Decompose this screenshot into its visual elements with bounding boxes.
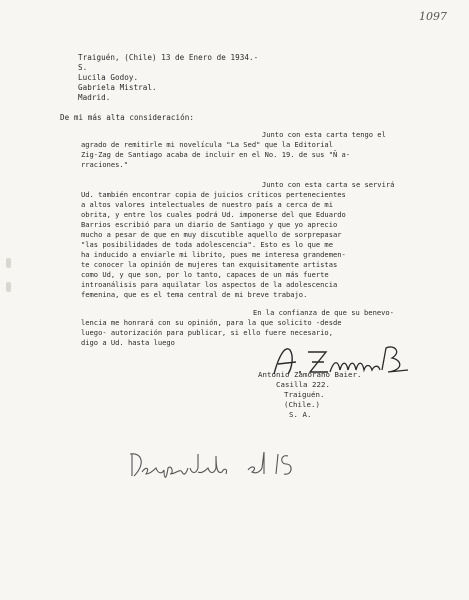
signature-line: S. A. <box>289 410 312 419</box>
paragraph-line: "las posibilidades de toda adolescencia". Esto es lo que me <box>81 240 333 249</box>
punch-hole-mark <box>6 258 11 268</box>
place-date: Traiguén, (Chile) 13 de Enero de 1934.- <box>78 53 259 62</box>
paragraph-line: introanálisis para aquilatar los aspectos de la adolescencia <box>81 280 338 289</box>
paragraph-line: agrado de remitirle mi novelícula "La Sed" que la Editorial <box>81 140 333 149</box>
paragraph-line: Ud. también encontrar copia de juicios críticos pertenecientes <box>81 190 346 199</box>
paragraph-line: femenina, que es el tema central de mi breve trabajo. <box>81 290 308 299</box>
signature-line: Casilla 222. <box>276 380 330 389</box>
recipient-line: Gabriela Mistral. <box>78 83 157 92</box>
paragraph-line: Junto con esta carta tengo el <box>262 130 386 139</box>
paragraph-line: ha inducido a enviarle mi librito, pues me interesa grandemen- <box>81 250 346 259</box>
paragraph-line: En la confianza de que su benevo- <box>253 308 394 317</box>
paragraph-line: lencia me honrará con su opinión, para la que solicito -desde <box>81 318 342 327</box>
paragraph-line: te conocer la opinión de mujeres tan exquisitamente artistas <box>81 260 338 269</box>
paragraph-line: rraciones." <box>81 160 128 169</box>
signature-line: Traiguén. <box>284 390 325 399</box>
archive-number: 1097 <box>419 10 447 23</box>
paragraph-line: como Ud, y que son, por lo tanto, capaces de un más fuerte <box>81 270 329 279</box>
signature-line: (Chile.) <box>284 400 320 409</box>
punch-hole-mark <box>6 282 11 292</box>
signature-name: Antonio Zamorano Baier. <box>258 370 362 379</box>
salutation: De mi más alta consideración: <box>60 113 195 122</box>
recipient-line: Lucila Godoy. <box>78 73 139 82</box>
paragraph-line: Barrios escribió para un diario de Santiago y que yo aprecio <box>81 220 338 229</box>
paragraph-line: Zig-Zag de Santiago acaba de incluir en el No. 19. de sus "Ñ a- <box>81 150 351 159</box>
recipient-line: S. <box>78 63 88 72</box>
paragraph-line: luego- autorización para publicar, si ello fuere necesario, <box>81 328 333 337</box>
paragraph-line: Junto con esta carta se servirá <box>262 180 395 189</box>
paragraph-line: mucho a pesar de que en muy discutible aquello de sorprepasar <box>81 230 342 239</box>
recipient-line: Madrid. <box>78 93 111 102</box>
paragraph-line: a altos valores intelectuales de nuestro país a cerca de mi <box>81 200 333 209</box>
paragraph-line: digo a Ud. hasta luego <box>81 338 175 347</box>
paragraph-line: obrita, y entre los cuales podrá Ud. imponerse del que Eduardo <box>81 210 346 219</box>
